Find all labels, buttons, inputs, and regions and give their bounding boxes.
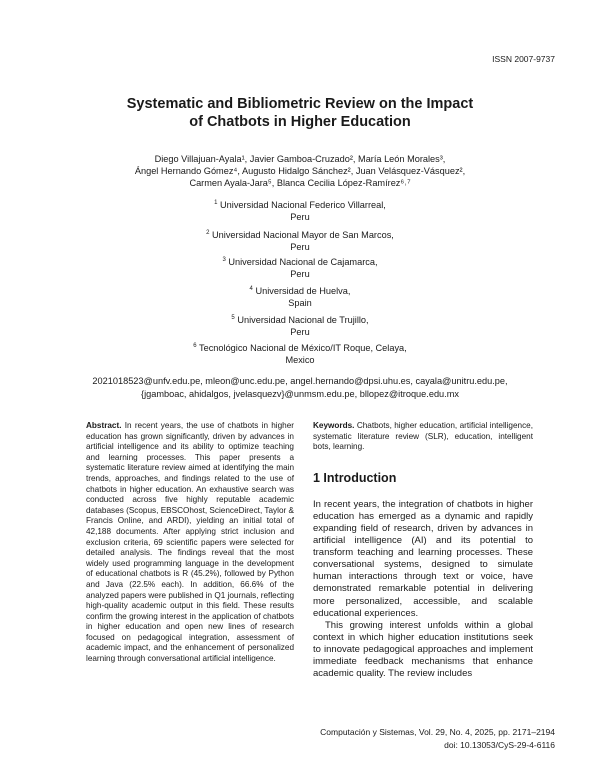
authors-line-3: Carmen Ayala-Jara⁵, Blanca Cecilia López-Ramírez⁶˒⁷: [189, 178, 411, 188]
journal-citation: Computación y Sistemas, Vol. 29, No. 4, 2025, pp. 2171–2194: [320, 727, 555, 737]
author-emails: [0, 375, 600, 400]
affiliation-5: $^5$ Universidad Nacional de Trujillo, Peru: [231, 315, 369, 338]
doi: doi: 10.13053/CyS-29-4-6116: [444, 740, 555, 750]
page-footer: [320, 726, 555, 752]
right-column: [313, 421, 533, 680]
title-line-1: Systematic and Bibliometric Review on the Impact: [126, 96, 474, 112]
intro-paragraph-2: This growing interest unfolds within a global context in which higher education institutions seek to innovate pedagogical approaches and implement immediate feedback mechanisms that enhance academic quality. The review includes: [313, 619, 533, 680]
abstract-label: Abstract.: [86, 421, 122, 430]
section-heading: 1 Introduction: [313, 470, 397, 485]
affiliation-1: $^1$ Universidad Nacional Federico Villarreal, Peru: [214, 200, 386, 223]
author-list: [0, 153, 600, 189]
emails-line-1: 2021018523@unfv.edu.pe, mleon@unc.edu.pe, angel.hernando@dpsi.uhu.es, cayala@unitru.edu.pe,: [92, 376, 508, 386]
authors-line-2: Ángel Hernando Gómez⁴, Augusto Hidalgo Sánchez², Juan Velásquez-Vásquez²,: [134, 166, 466, 176]
intro-paragraph-1: In recent years, the integration of chatbots in higher education has emerged as a dynamic and rapidly expanding field of research, driven by advances in artificial intelligence (AI) and its potential to transform teaching and learning processes. These conversational systems, designed to simulate human interactions through text or voice, have demonstrated remarkable potential in delivering more personalized, accessible, and scalable educational experiences.: [313, 498, 533, 619]
emails-line-2: {jgamboac, ahidalgos, jvelasquezv}@unmsm.edu.pe, bllopez@itroque.edu.mx: [141, 388, 459, 399]
introduction-section: [313, 471, 533, 680]
keywords-label: Keywords.: [313, 421, 355, 430]
affiliation-3: $^3$ Universidad Nacional de Cajamarca, Peru: [222, 257, 378, 280]
abstract: [86, 421, 294, 665]
authors-line-1: Diego Villajuan-Ayala¹, Javier Gamboa-Cruzado², María León Morales³,: [154, 154, 446, 164]
keywords-text: Chatbots, higher education, artificial intelligence, systematic literature review (SLR), education, intelligent bots, learning.: [313, 421, 533, 452]
affiliation-2: $^2$ Universidad Nacional Mayor de San Marcos, Peru: [206, 230, 394, 253]
affiliation-6: $^6$ Tecnológico Nacional de México/IT Roque, Celaya, Mexico: [193, 343, 407, 366]
title-line-2: of Chatbots in Higher Education: [189, 114, 411, 130]
keywords: [313, 421, 533, 453]
affiliation-4: $^4$ Universidad de Huelva, Spain: [249, 286, 351, 309]
issn-label: ISSN 2007-9737: [492, 54, 555, 64]
abstract-text: In recent years, the use of chatbots in higher education has grown significantly, driven by advances in artificial intelligence and its ability to optimize teaching and learning processes. This paper presents a systematic literature review aimed at identifying the main trends, approaches, and findings related to the use of chatbots in higher education. An exhaustive search was conducted across five highly reputable academic databases (Scopus, EBSCOhost, ScienceDirect, Taylor & Francis Online, and ARDI), yielding an initial total of 42,188 documents. After applying strict inclusion and exclusion criteria, 69 scientific papers were selected for detailed analysis. The findings reveal that the most widely used programming language in the development of educational chatbots is R (45.2%), followed by Python and Java (22.5% each). In addition, 66.6% of the analyzed papers were published in Q1 journals, reflecting high-quality academic output in this field. These results confirm the growing interest in the application of chatbots in higher education and open new lines of research focused on pedagogical integration, assessment of academic impact, and the enhancement of personalized learning through conversational artificial intelligence.: [86, 421, 295, 664]
paper-title: [0, 95, 600, 131]
